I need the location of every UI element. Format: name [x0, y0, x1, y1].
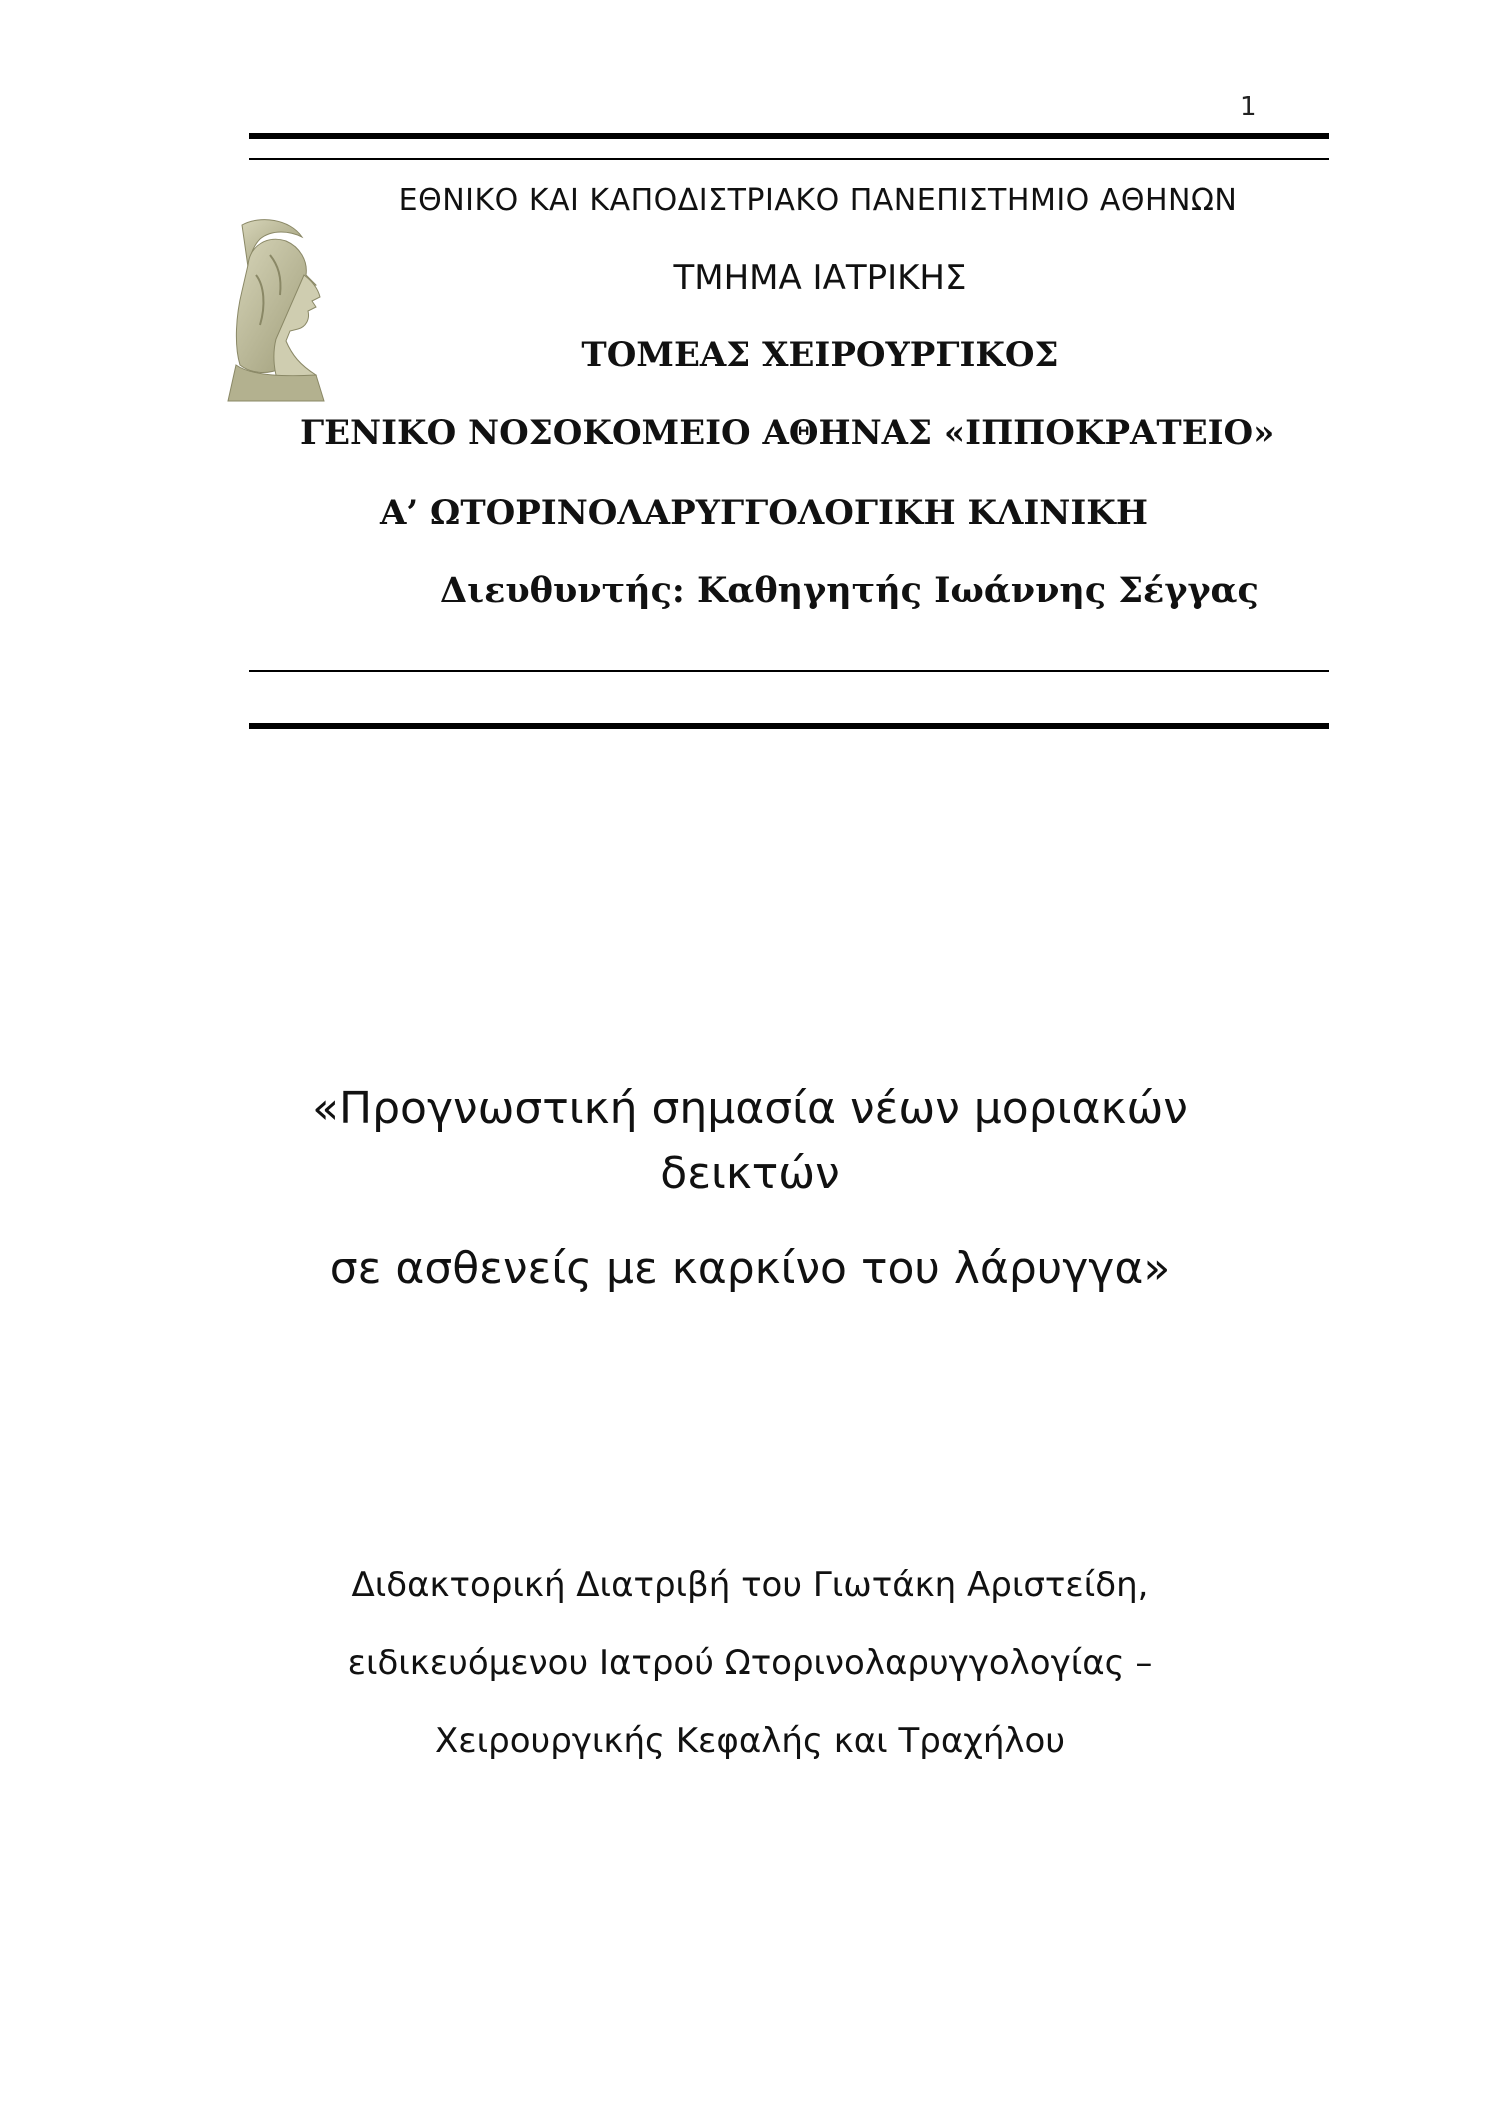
- department-name: ΤΜΗΜΑ ΙΑΤΡΙΚΗΣ: [673, 258, 967, 298]
- athena-head-logo-icon: [220, 215, 340, 405]
- page-number: 1: [1240, 92, 1257, 122]
- clinic-name: Α’ ΩΤΟΡΙΝΟΛΑΡΥΓΓΟΛΟΓΙΚΗ ΚΛΙΝΙΚΗ: [380, 493, 1148, 533]
- hospital-name: ΓΕΝΙΚΟ ΝΟΣΟΚΟΜΕΙΟ ΑΘΗΝΑΣ «ΙΠΠΟΚΡΑΤΕΙΟ»: [300, 413, 1275, 453]
- thesis-title-line-1: «Προγνωστική σημασία νέων μοριακών: [312, 1083, 1188, 1134]
- sector-name: ΤΟΜΕΑΣ ΧΕΙΡΟΥΡΓΙΚΟΣ: [581, 335, 1059, 375]
- thesis-title-line-2: δεικτών: [660, 1148, 840, 1199]
- header-rule-thin-top: [249, 158, 1329, 160]
- author-line-3: Χειρουργικής Κεφαλής και Τραχήλου: [434, 1721, 1066, 1761]
- author-line-2: ειδικευόμενου Ιατρού Ωτορινολαρυγγολογίας –: [347, 1643, 1153, 1683]
- header-rule-thick-bottom: [249, 723, 1329, 729]
- director-line: Διευθυντής: Καθηγητής Ιωάννης Σέγγας: [440, 570, 1259, 611]
- header-rule-thin-bottom: [249, 670, 1329, 672]
- author-line-1: Διδακτορική Διατριβή του Γιωτάκη Αριστείδη,: [351, 1565, 1149, 1605]
- thesis-title-line-3: σε ασθενείς με καρκίνο του λάρυγγα»: [329, 1243, 1171, 1294]
- header-rule-thick-top: [249, 133, 1329, 139]
- university-name: ΕΘΝΙΚΟ ΚΑΙ ΚΑΠΟΔΙΣΤΡΙΑΚΟ ΠΑΝΕΠΙΣΤΗΜΙΟ ΑΘΗΝΩΝ: [398, 183, 1238, 218]
